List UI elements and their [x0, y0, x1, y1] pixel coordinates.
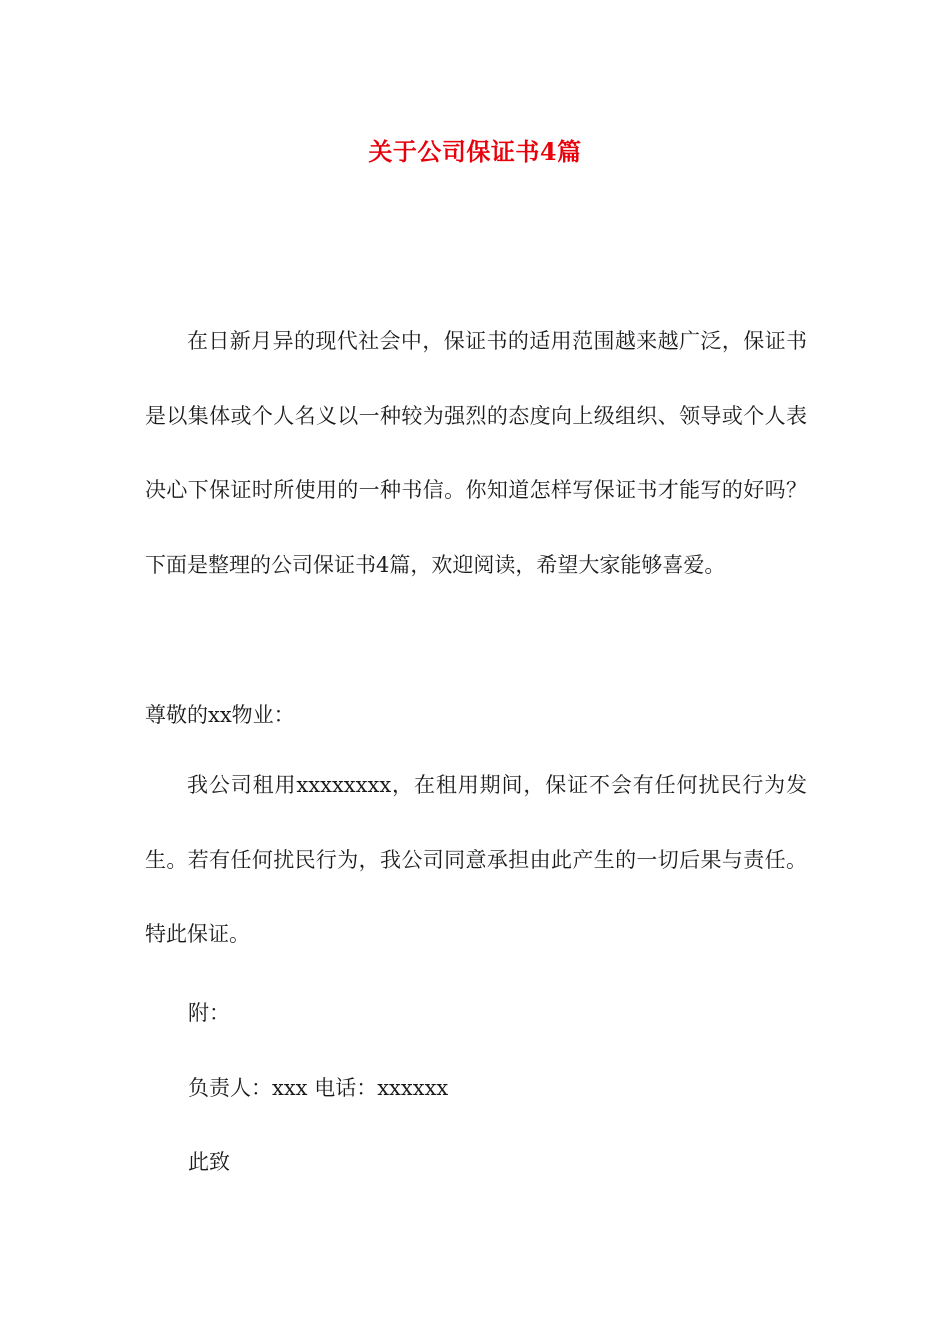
letter-body-paragraph: 我公司租用xxxxxxxx，在租用期间，保证不会有任何扰民行为发生。若有任何扰民行为，我公司同意承担由此产生的一切后果与责任。特此保证。	[145, 773, 807, 946]
document-title: 关于公司保证书4篇	[368, 137, 582, 166]
contact-line: 负责人：xxx 电话：xxxxxx	[188, 1076, 449, 1100]
intro-paragraph: 在日新月异的现代社会中，保证书的适用范围越来越广泛，保证书是以集体或个人名义以一种较为强烈的态度向上级组织、领导或个人表决心下保证时所使用的一种书信。你知道怎样写保证书才能写的好吗？下面是整理的公司保证书4篇，欢迎阅读，希望大家能够喜爱。	[145, 329, 807, 577]
attachment-label: 附：	[188, 1001, 230, 1025]
closing-line: 此致	[188, 1150, 230, 1174]
salutation: 尊敬的xx物业：	[145, 703, 295, 727]
